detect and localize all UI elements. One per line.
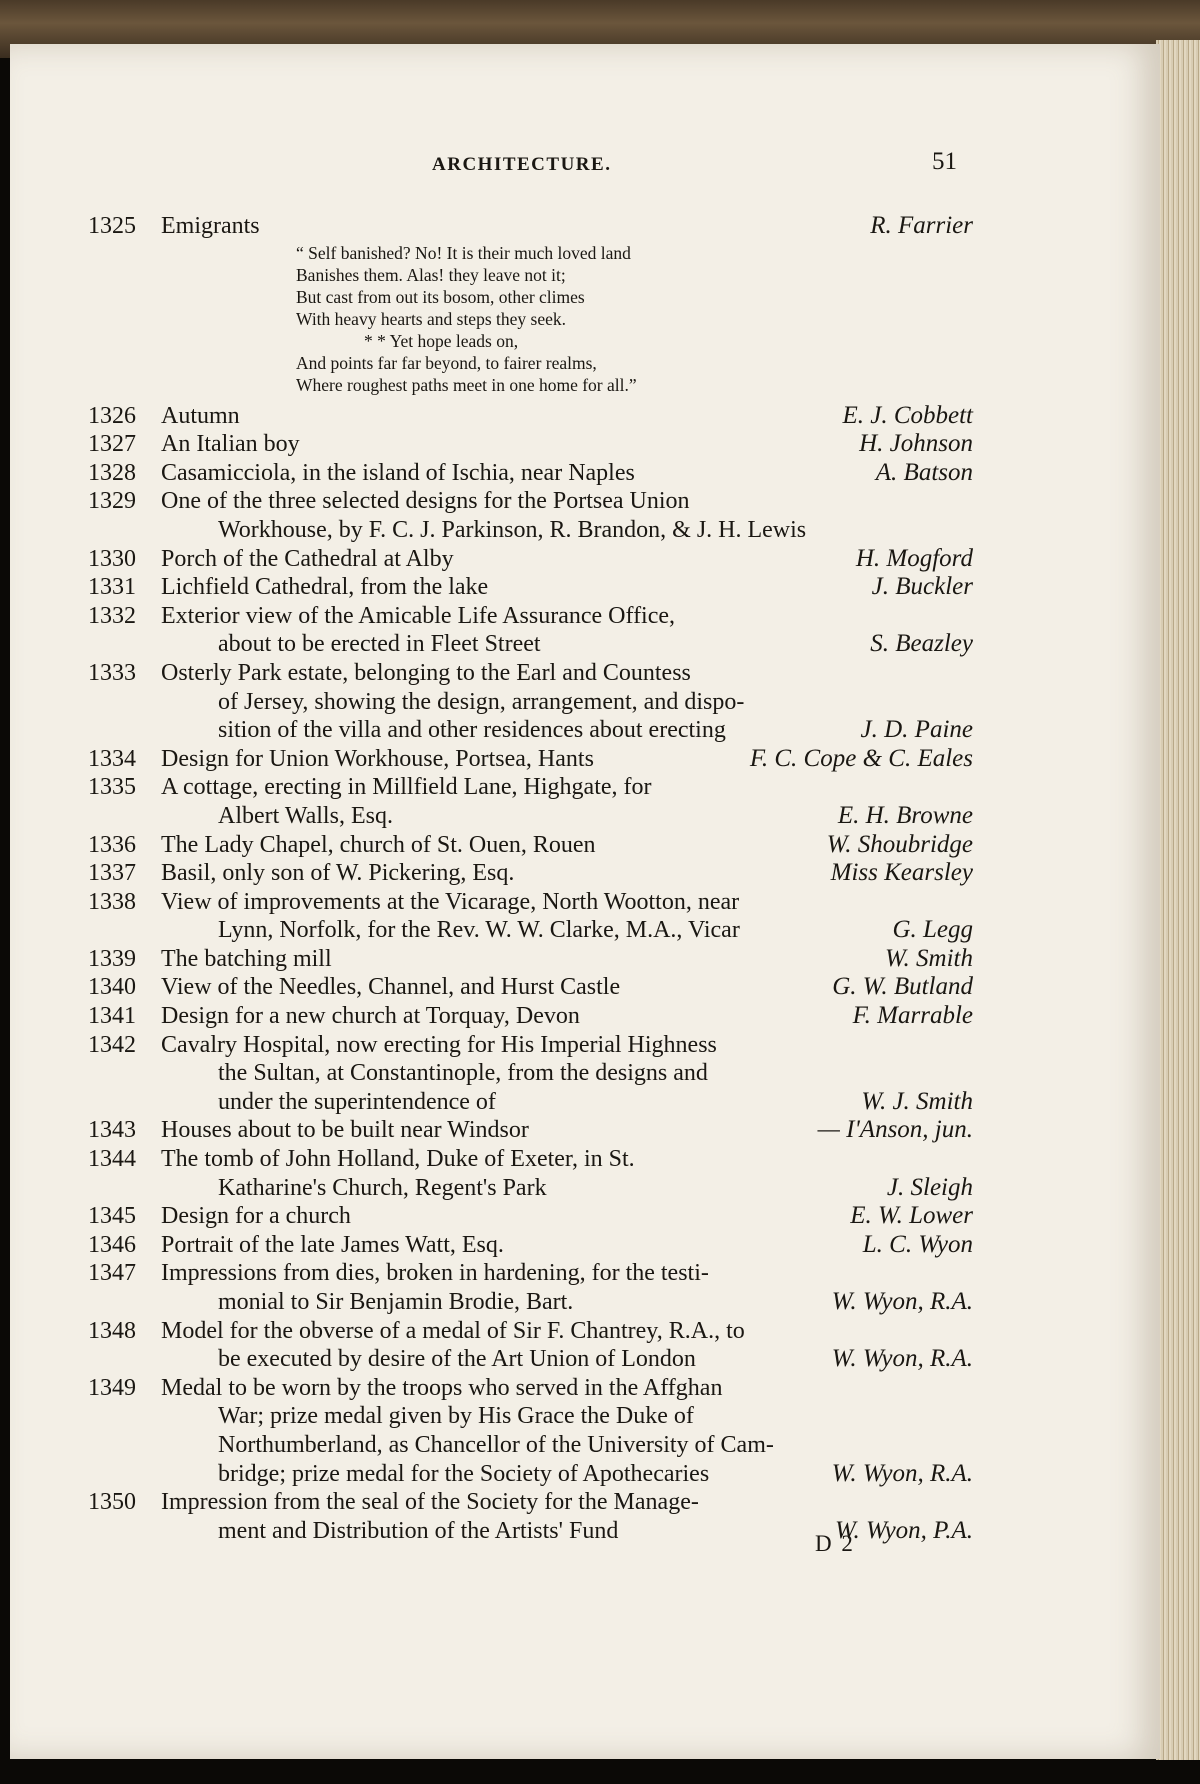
entry-title-line: Workhouse, by F. C. J. Parkinson, R. Brandon, & J. H. Lewis	[218, 516, 807, 543]
entry-title-line: Model for the obverse of a medal of Sir F. Chantrey, R.A., to	[161, 1317, 745, 1344]
entry-title-line: War; prize medal given by His Grace the Duke of	[218, 1403, 694, 1430]
poem-line: And points far far beyond, to fairer realms,	[296, 352, 597, 373]
entry-number: 1339	[88, 945, 136, 972]
entry-title-line: Exterior view of the Amicable Life Assurance Office,	[161, 602, 676, 629]
poem-line: With heavy hearts and steps they seek.	[296, 308, 566, 329]
catalogue-entries	[88, 212, 973, 1545]
entry-title-line: Design for a new church at Torquay, Devon	[161, 1003, 580, 1030]
entry-number: 1337	[88, 860, 136, 887]
entry-title-line: under the superintendence of	[218, 1088, 496, 1115]
artist-name: W. Wyon, R.A.	[831, 1288, 973, 1315]
entry-title-line: Design for a church	[161, 1203, 351, 1230]
poem-line: But cast from out its bosom, other climes	[296, 286, 585, 307]
artist-name: E. H. Browne	[837, 801, 973, 829]
entry-number: 1335	[88, 774, 136, 801]
artist-name: W. Wyon, R.A.	[831, 1459, 973, 1487]
artist-name: L. C. Wyon	[862, 1230, 973, 1258]
entry-number: 1347	[88, 1260, 136, 1287]
catalogue-entry	[88, 859, 973, 888]
catalogue-entry	[88, 212, 973, 241]
poem-line: Where roughest paths meet in one home for all.”	[296, 374, 637, 395]
entry-title-line: The batching mill	[161, 945, 332, 972]
entry-title-line: Portrait of the late James Watt, Esq.	[161, 1231, 504, 1258]
signature-mark: D 2	[815, 1531, 855, 1556]
catalogue-entry	[88, 831, 973, 860]
artist-name: H. Mogford	[855, 544, 973, 572]
entry-title-line: Porch of the Cathedral at Alby	[161, 545, 454, 572]
artist-name: Miss Kearsley	[830, 859, 973, 887]
entry-title-line: bridge; prize medal for the Society of Apothecaries	[218, 1460, 710, 1487]
artist-name: F. C. Cope & C. Eales	[749, 744, 973, 772]
entry-number: 1350	[88, 1489, 136, 1516]
entry-number: 1344	[88, 1146, 136, 1173]
entry-title-line: Medal to be worn by the troops who served in the Affghan	[161, 1374, 723, 1401]
catalogue-entry	[88, 1116, 973, 1145]
artist-name: — I'Anson, jun.	[817, 1116, 973, 1144]
entry-title-line: Northumberland, as Chancellor of the University of Cam-	[218, 1431, 774, 1458]
catalogue-entry	[88, 1374, 973, 1488]
entry-title-line: A cottage, erecting in Millfield Lane, Highgate, for	[161, 774, 652, 801]
catalogue-entry	[88, 602, 973, 659]
entry-title-line: Casamicciola, in the island of Ischia, near Naples	[161, 459, 635, 486]
artist-name: W. Wyon, R.A.	[831, 1345, 973, 1373]
entry-title-line: ment and Distribution of the Artists' Fund	[218, 1517, 619, 1544]
artist-name: S. Beazley	[870, 630, 973, 658]
entry-title-line: sition of the villa and other residences about erecting	[218, 717, 726, 744]
catalogue-entry	[88, 1259, 973, 1316]
entry-title-line: Basil, only son of W. Pickering, Esq.	[161, 860, 515, 887]
entry-title-line: Autumn	[161, 402, 240, 429]
catalogue-entry	[88, 745, 973, 774]
entry-title-line: of Jersey, showing the design, arrangement, and dispo-	[218, 688, 745, 715]
catalogue-entry	[88, 487, 973, 544]
catalogue-entry	[88, 459, 973, 488]
entry-title-line: Osterly Park estate, belonging to the Earl and Countess	[161, 659, 691, 686]
entry-title-line: The Lady Chapel, church of St. Ouen, Rouen	[161, 831, 596, 858]
entry-number: 1349	[88, 1374, 136, 1401]
entry-number: 1329	[88, 488, 136, 515]
catalogue-entry	[88, 402, 973, 431]
entry-number: 1336	[88, 831, 136, 858]
catalogue-entry	[88, 945, 973, 974]
epigraph-poem	[296, 242, 973, 396]
entry-title-line: Emigrants	[161, 213, 260, 239]
catalogue-entry	[88, 888, 973, 945]
entry-number: 1326	[88, 402, 136, 429]
catalogue-entry	[88, 1145, 973, 1202]
entry-title-line: Lynn, Norfolk, for the Rev. W. W. Clarke, M.A., Vicar	[218, 917, 740, 944]
entry-title-line: View of the Needles, Channel, and Hurst Castle	[161, 974, 621, 1001]
catalogue-entry	[88, 1317, 973, 1374]
artist-name: A. Batson	[875, 458, 973, 486]
entry-title-line: The tomb of John Holland, Duke of Exeter, in St.	[161, 1146, 635, 1173]
artist-name: W. Wyon, P.A.	[835, 1516, 973, 1544]
artist-name: E. J. Cobbett	[842, 401, 973, 429]
poem-line: * * Yet hope leads on,	[364, 330, 519, 351]
entry-number: 1338	[88, 888, 136, 915]
entry-title-line: Lichfield Cathedral, from the lake	[161, 574, 489, 601]
entry-title-line: about to be erected in Fleet Street	[218, 631, 541, 658]
entry-number: 1331	[88, 574, 136, 601]
entry-title-line: Katharine's Church, Regent's Park	[218, 1174, 547, 1201]
entry-number: 1334	[88, 745, 136, 772]
entry-title-line: be executed by desire of the Art Union of London	[218, 1346, 696, 1373]
entry-number: 1325	[88, 213, 136, 239]
entry-title-line: Impression from the seal of the Society for the Manage-	[161, 1489, 699, 1516]
catalogue-entry	[88, 1002, 973, 1031]
entry-number: 1345	[88, 1203, 136, 1230]
entry-number: 1330	[88, 545, 136, 572]
catalogue-entry	[88, 973, 973, 1002]
entry-title-line: Impressions from dies, broken in hardening, for the testi-	[161, 1260, 709, 1287]
catalogue-entry	[88, 1231, 973, 1260]
entry-number: 1340	[88, 974, 136, 1001]
artist-name: J. D. Paine	[860, 716, 973, 744]
page-header	[0, 148, 1200, 178]
artist-name: G. W. Butland	[832, 973, 973, 1001]
catalogue-entry	[88, 659, 973, 745]
page-number: 51	[932, 148, 957, 175]
entry-title-line: One of the three selected designs for the Portsea Union	[161, 488, 690, 515]
page-edges	[1156, 40, 1200, 1760]
artist-name: W. Shoubridge	[826, 830, 973, 858]
entry-title-line: monial to Sir Benjamin Brodie, Bart.	[218, 1289, 574, 1315]
catalogue-entry	[88, 430, 973, 459]
catalogue-entry	[88, 573, 973, 602]
entry-title-line: the Sultan, at Constantinople, from the designs and	[218, 1060, 708, 1087]
catalogue-entry	[88, 1202, 973, 1231]
entry-number: 1343	[88, 1117, 136, 1144]
artist-name: G. Legg	[892, 916, 973, 944]
poem-line: Banishes them. Alas! they leave not it;	[296, 264, 566, 285]
artist-name: J. Sleigh	[886, 1173, 973, 1201]
running-title: ARCHITECTURE.	[432, 154, 612, 175]
entry-number: 1341	[88, 1003, 136, 1030]
entry-title-line: Design for Union Workhouse, Portsea, Hants	[161, 745, 594, 772]
entry-title-line: Houses about to be built near Windsor	[161, 1117, 529, 1144]
artist-name: E. W. Lower	[850, 1202, 973, 1230]
artist-name: W. Smith	[885, 944, 973, 972]
entry-number: 1333	[88, 659, 136, 686]
catalogue-entry	[88, 545, 973, 574]
artist-name: H. Johnson	[859, 430, 973, 458]
entry-title-line: An Italian boy	[161, 431, 300, 458]
entry-title-line: Albert Walls, Esq.	[218, 802, 393, 829]
artist-name: R. Farrier	[870, 212, 973, 239]
artist-name: W. J. Smith	[861, 1087, 973, 1115]
entry-number: 1332	[88, 602, 136, 629]
entry-number: 1342	[88, 1031, 136, 1058]
catalogue-entry	[88, 1031, 973, 1117]
entry-number: 1346	[88, 1231, 136, 1258]
entry-number: 1348	[88, 1317, 136, 1344]
entry-number: 1327	[88, 431, 136, 458]
entry-title-line: View of improvements at the Vicarage, North Wootton, near	[161, 888, 740, 915]
artist-name: F. Marrable	[852, 1002, 973, 1030]
catalogue-entry	[88, 773, 973, 830]
poem-line: “ Self banished? No! It is their much loved land	[296, 242, 631, 263]
entry-title-line: Cavalry Hospital, now erecting for His Imperial Highness	[161, 1031, 717, 1058]
entry-number: 1328	[88, 459, 136, 486]
artist-name: J. Buckler	[871, 573, 973, 601]
